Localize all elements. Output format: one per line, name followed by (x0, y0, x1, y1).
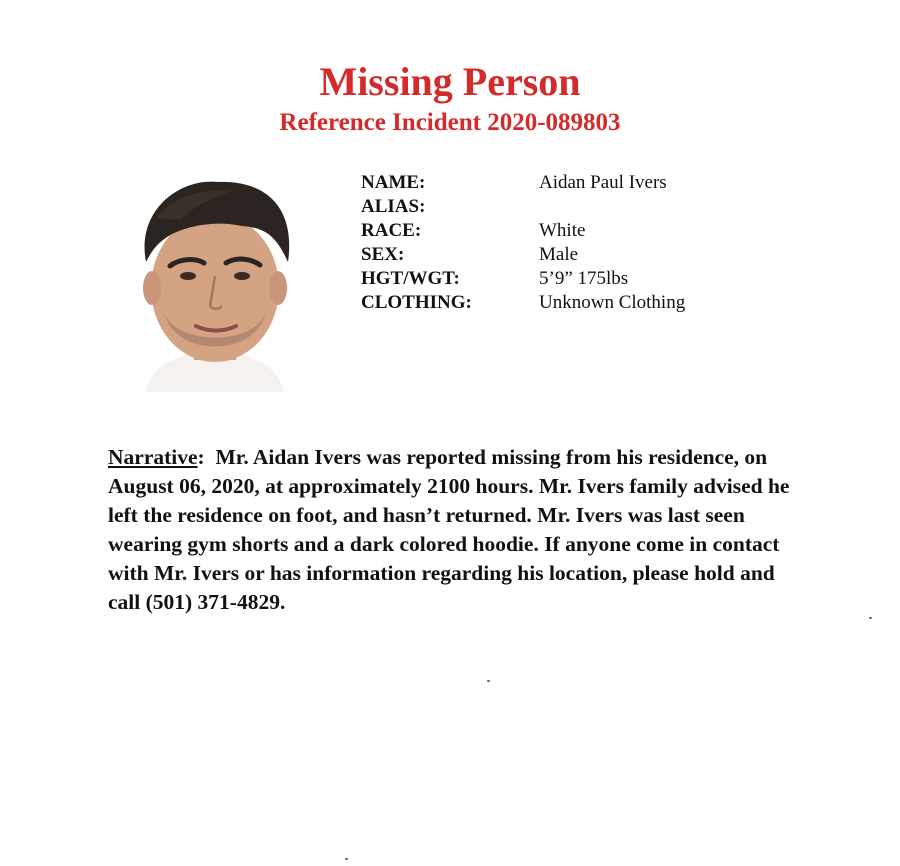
detail-value: White (539, 220, 586, 241)
detail-label: RACE: (361, 220, 422, 241)
detail-label: HGT/WGT: (361, 268, 460, 289)
scan-speck (345, 858, 348, 860)
scan-speck (869, 617, 872, 619)
detail-row-clothing (361, 292, 685, 316)
person-photo (116, 170, 314, 392)
incident-reference: Reference Incident 2020-089803 (279, 109, 621, 136)
narrative-label: Narrative (108, 445, 198, 469)
detail-value: Male (539, 244, 579, 265)
detail-row-height-weight (361, 268, 685, 292)
detail-label: NAME: (361, 172, 426, 193)
detail-value (539, 196, 685, 220)
portrait-image (116, 170, 314, 392)
scan-speck (487, 680, 490, 682)
page-title: Missing Person (319, 59, 581, 104)
detail-value: 5’9” 175lbs (539, 268, 629, 289)
person-details (361, 172, 685, 316)
detail-row-alias (361, 196, 685, 220)
detail-value: Aidan Paul Ivers (539, 172, 667, 193)
detail-row-name (361, 172, 685, 196)
detail-label: CLOTHING: (361, 292, 472, 313)
detail-row-sex (361, 244, 685, 268)
narrative-text: Mr. Aidan Ivers was reported missing from his residence, on August 06, 2020, at approximately 2100 hours. Mr. Ivers family advised he left the residence on foot, and hasn’t returned. Mr. Ivers was last seen wearing gym shorts and a dark colored hoodie. If anyone come in contact with Mr. Ivers or has information regarding his location, please hold and call (501) 371-4829. (108, 445, 790, 614)
detail-row-race (361, 220, 685, 244)
detail-label: SEX: (361, 244, 405, 265)
narrative-paragraph: Narrative: Mr. Aidan Ivers was reported missing from his residence, on August 06, 2020, at approximately 2100 hours. Mr. Ivers family advised he left the residence on foot, and hasn’t returned. Mr. Ivers was last seen wearing gym shorts and a dark colored hoodie. If anyone come in contact with Mr. Ivers or has information regarding his location, please hold and call (501) 371-4829. (108, 445, 790, 614)
detail-value: Unknown Clothing (539, 292, 686, 313)
detail-label: ALIAS: (361, 196, 426, 217)
